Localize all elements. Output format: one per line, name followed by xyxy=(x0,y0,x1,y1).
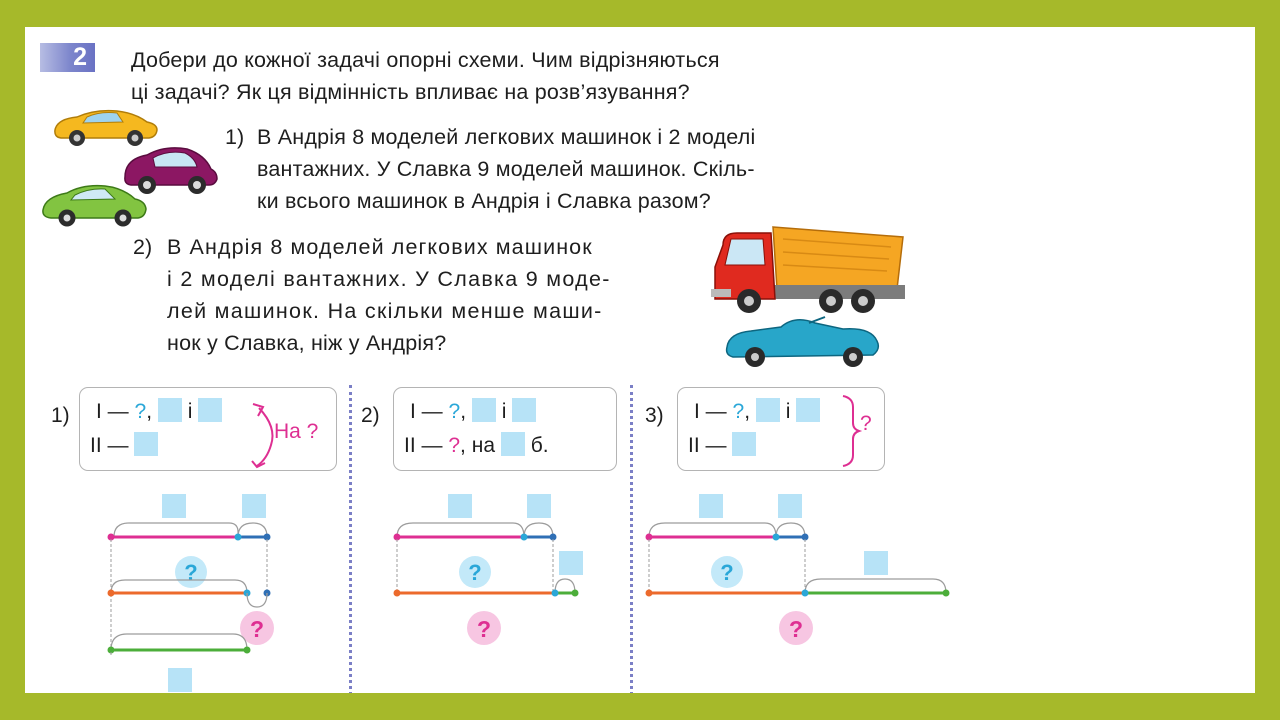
empty-box xyxy=(559,551,583,575)
question-mark: ? xyxy=(468,560,482,585)
scheme-3-row-1: I — ?, і xyxy=(694,398,820,426)
scheme-2-row-2: II — ?, на б. xyxy=(404,434,549,457)
scheme-2-number: 2) xyxy=(361,404,380,427)
unknown-mark: ? xyxy=(448,400,461,423)
bracket xyxy=(555,579,575,593)
scheme-3-brace-question: ? xyxy=(860,412,872,435)
scheme-2-row-1: I — ?, і xyxy=(410,398,536,426)
problem-1-line-1: В Андрія 8 моделей легкових машинок і 2 моделі xyxy=(257,125,756,149)
arrowhead-icon xyxy=(253,404,263,416)
bracket xyxy=(524,523,553,537)
exercise-prompt-line-2: ці задачі? Як ця відмінність впливає на розв’язування? xyxy=(131,80,690,104)
problem-2-line-2: і 2 моделі вантажних. У Славка 9 моде- xyxy=(167,267,611,291)
scheme-3-brace xyxy=(843,396,859,466)
bracket xyxy=(397,523,524,537)
problem-2-number: 2) xyxy=(133,235,153,259)
segment-diagrams xyxy=(25,27,1255,693)
problem-2-line-1: В Андрія 8 моделей легкових машинок xyxy=(167,235,593,259)
scheme-1-side-label: На ? xyxy=(274,420,319,443)
scheme-1-arrow xyxy=(257,408,273,466)
scheme-1-row-1: I — ?, і xyxy=(96,398,222,426)
scheme-3-row-2: II — xyxy=(688,432,756,460)
empty-box xyxy=(448,494,472,518)
bracket xyxy=(114,523,238,537)
empty-box xyxy=(242,494,266,518)
empty-box xyxy=(527,494,551,518)
question-mark: ? xyxy=(788,616,804,642)
empty-box xyxy=(162,494,186,518)
problem-2-line-4: нок у Славка, ніж у Андрія? xyxy=(167,331,447,355)
empty-box xyxy=(699,494,723,518)
question-mark: ? xyxy=(720,560,734,585)
unknown-mark: ? xyxy=(134,400,147,423)
empty-box xyxy=(864,551,888,575)
bracket xyxy=(238,523,267,537)
unknown-mark: ? xyxy=(448,434,461,457)
diagram-2 xyxy=(394,494,584,645)
textbook-page xyxy=(25,27,1255,693)
question-mark: ? xyxy=(184,560,198,585)
bracket xyxy=(111,634,247,650)
bracket xyxy=(805,579,946,593)
problem-2-line-3: лей машинок. На скільки менше маши- xyxy=(167,299,603,323)
problem-1-line-3: ки всього машинок в Андрія і Славка разом? xyxy=(257,189,711,213)
question-mark: ? xyxy=(249,616,265,642)
problem-1-number: 1) xyxy=(225,125,245,149)
exercise-prompt-line-1: Добери до кожної задачі опорні схеми. Чим відрізняються xyxy=(131,48,720,72)
diagram-3 xyxy=(646,494,950,645)
bracket xyxy=(776,523,805,537)
question-mark: ? xyxy=(476,616,492,642)
exercise-number: 2 xyxy=(73,43,87,71)
unknown-mark: ? xyxy=(732,400,745,423)
scheme-1-number: 1) xyxy=(51,404,70,427)
problem-1-line-2: вантажних. У Славка 9 моделей машинок. Скіль- xyxy=(257,157,755,181)
bracket xyxy=(649,523,776,537)
empty-box xyxy=(168,668,192,692)
scheme-3-number: 3) xyxy=(645,404,664,427)
scheme-1-row-2: II — xyxy=(90,432,158,460)
bracket xyxy=(247,593,267,607)
diagram-1 xyxy=(108,494,275,692)
empty-box xyxy=(778,494,802,518)
